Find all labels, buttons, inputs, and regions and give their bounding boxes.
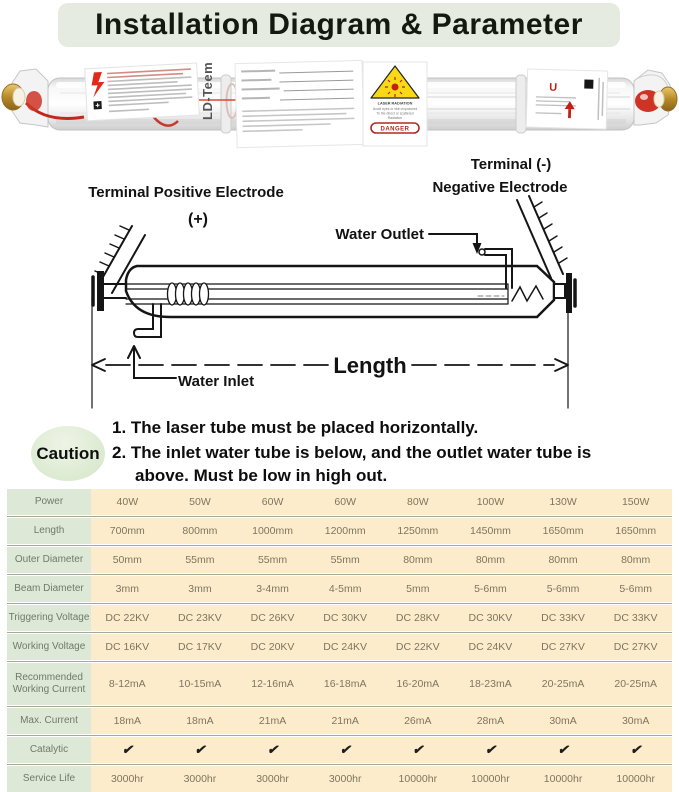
checkmark-icon: ✔ [382,737,455,763]
cell: DC 24KV [309,634,382,660]
break-zigzag [512,286,543,301]
label-terminal-negative: Terminal (-) [470,156,552,173]
row-label: Max. Current [7,708,91,734]
row-label: Length [7,518,91,544]
black-square-icon [584,80,593,89]
cell: 3000hr [164,766,237,792]
cell: 40W [91,489,164,515]
cell: 3mm [91,576,164,602]
cell: 1200mm [309,518,382,544]
cell: 4-5mm [309,576,382,602]
table-row-catalytic [7,737,672,763]
cell: DC 30KV [309,605,382,631]
checkmark-icon: ✔ [454,737,527,763]
cell: 80mm [454,547,527,573]
cell: DC 22KV [382,634,455,660]
cell: 18mA [164,708,237,734]
right-terminal-plate [566,273,572,313]
label-water-inlet: Water Inlet [178,373,255,390]
cell: 12-16mA [236,663,309,705]
logo-letter: U [549,81,558,94]
cell: 10000hr [527,766,600,792]
label-length: Length [333,353,407,378]
warning-label [363,62,427,146]
middle-form-label [235,60,364,147]
cell: DC 16KV [91,634,164,660]
cell: 5mm [382,576,455,602]
water-outlet-leader [429,234,477,244]
cell: 150W [599,489,672,515]
cell: 26mA [382,708,455,734]
warning-title: LASER RADIATION [377,101,413,106]
laser-burst-icon [385,77,405,97]
cell: 80mm [382,547,455,573]
cell: 30mA [527,708,600,734]
checkmark-icon: ✔ [527,737,600,763]
red-electrode [26,91,42,111]
warning-line: To the direct or scattered [376,111,414,116]
right-spec-label [526,69,607,129]
table-row-working-voltage [7,634,672,660]
highlight [640,94,648,100]
water-outlet-pipe [485,249,512,288]
table-row-power [7,489,672,515]
checkmark-icon: ✔ [599,737,672,763]
row-label: Triggering Voltage [7,605,91,631]
hatch-marks [534,202,567,263]
cell: 10000hr [599,766,672,792]
cell: 1650mm [527,518,600,544]
cell: 20-25mA [599,663,672,705]
table-row-beam-diameter [7,576,672,602]
cell: 21mA [236,708,309,734]
cell: DC 27KV [527,634,600,660]
table-row-triggering-voltage [7,605,672,631]
cell: DC 24KV [454,634,527,660]
cell: 80mm [527,547,600,573]
cell: DC 28KV [382,605,455,631]
cell: 18-23mA [454,663,527,705]
danger-text: DANGER [380,126,410,133]
cell: 130W [527,489,600,515]
cell: 1250mm [382,518,455,544]
cell: 3000hr [91,766,164,792]
cell: 3-4mm [236,576,309,602]
outlet-nozzle [479,249,485,255]
cell: DC 30KV [454,605,527,631]
label-positive-sign: (+) [188,211,208,228]
table-row-service-life [7,766,672,792]
installation-diagram [0,150,679,412]
checkmark-icon: ✔ [309,737,382,763]
cell: DC 27KV [599,634,672,660]
cell: DC 26KV [236,605,309,631]
ferrule [654,91,664,107]
cell: 80mm [599,547,672,573]
cell: 5-6mm [454,576,527,602]
label-negative-electrode: Negative Electrode [432,179,568,196]
cell: 28mA [454,708,527,734]
cell: 16-18mA [309,663,382,705]
row-label: Beam Diameter [7,576,91,602]
label-water-outlet: Water Outlet [335,226,424,243]
checkmark-icon: ✔ [236,737,309,763]
cell: 60W [236,489,309,515]
row-label: Catalytic [7,737,91,763]
cell: 20-25mA [527,663,600,705]
positive-electrode-lead [99,226,145,293]
cell: 55mm [309,547,382,573]
right-stem-box [554,284,565,298]
cell: 55mm [236,547,309,573]
coil-symbol [168,283,209,305]
checkmark-icon: ✔ [164,737,237,763]
cell: 50mm [91,547,164,573]
row-label: Working Voltage [7,634,91,660]
cell: 8-12mA [91,663,164,705]
laser-tube-photo [0,57,679,152]
cell: 1000mm [236,518,309,544]
row-label: Power [7,489,91,515]
cell: 1450mm [454,518,527,544]
caution-badge: Caution [31,426,105,481]
caution-section [0,410,679,489]
cell: DC 33KV [599,605,672,631]
water-inlet-leader [134,347,176,378]
cell: DC 20KV [236,634,309,660]
table-row-outer-diameter [7,547,672,573]
ferrule [13,88,25,106]
table-row-recommended-working-current [7,663,672,705]
row-label: Recommended Working Current [7,663,91,705]
cell: 700mm [91,518,164,544]
cell: DC 33KV [527,605,600,631]
cell: DC 23KV [164,605,237,631]
cell: 5-6mm [527,576,600,602]
checkmark-icon: ✔ [91,737,164,763]
brand-text: LD-Teem [200,61,215,120]
glass-collar [516,75,526,133]
cell: 3mm [164,576,237,602]
cell: 1650mm [599,518,672,544]
page-title: Installation Diagram & Parameter [58,3,620,47]
cell: 10-15mA [164,663,237,705]
cell: 100W [454,489,527,515]
caution-list [112,417,617,489]
cell: 5-6mm [599,576,672,602]
table-row-max-current [7,708,672,734]
cell: 55mm [164,547,237,573]
row-label: Service Life [7,766,91,792]
cell: 21mA [309,708,382,734]
cell: 10000hr [454,766,527,792]
cell: 10000hr [382,766,455,792]
hatch-marks [95,226,129,275]
cell: 800mm [164,518,237,544]
caution-item-1: 1. The laser tube must be placed horizontally. [112,418,479,437]
warning-line: Radiation [387,116,403,120]
cell: 60W [309,489,382,515]
cell: 30mA [599,708,672,734]
parameter-table [0,489,679,792]
table-row-length [7,518,672,544]
row-label: Outer Diameter [7,547,91,573]
caution-item-2: 2. The inlet water tube is below, and the outlet water tube is above. Must be low in high out. [112,442,592,485]
cell: 3000hr [309,766,382,792]
cell: 3000hr [236,766,309,792]
cell: 18mA [91,708,164,734]
cell: 50W [164,489,237,515]
left-spec-label [85,63,200,121]
cell: 80W [382,489,455,515]
cell: DC 17KV [164,634,237,660]
label-terminal-positive: Terminal Positive Electrode [88,184,284,201]
warning-line: Avoid eyes or skin exposured [372,107,418,111]
cell: DC 22KV [91,605,164,631]
cell: 16-20mA [382,663,455,705]
